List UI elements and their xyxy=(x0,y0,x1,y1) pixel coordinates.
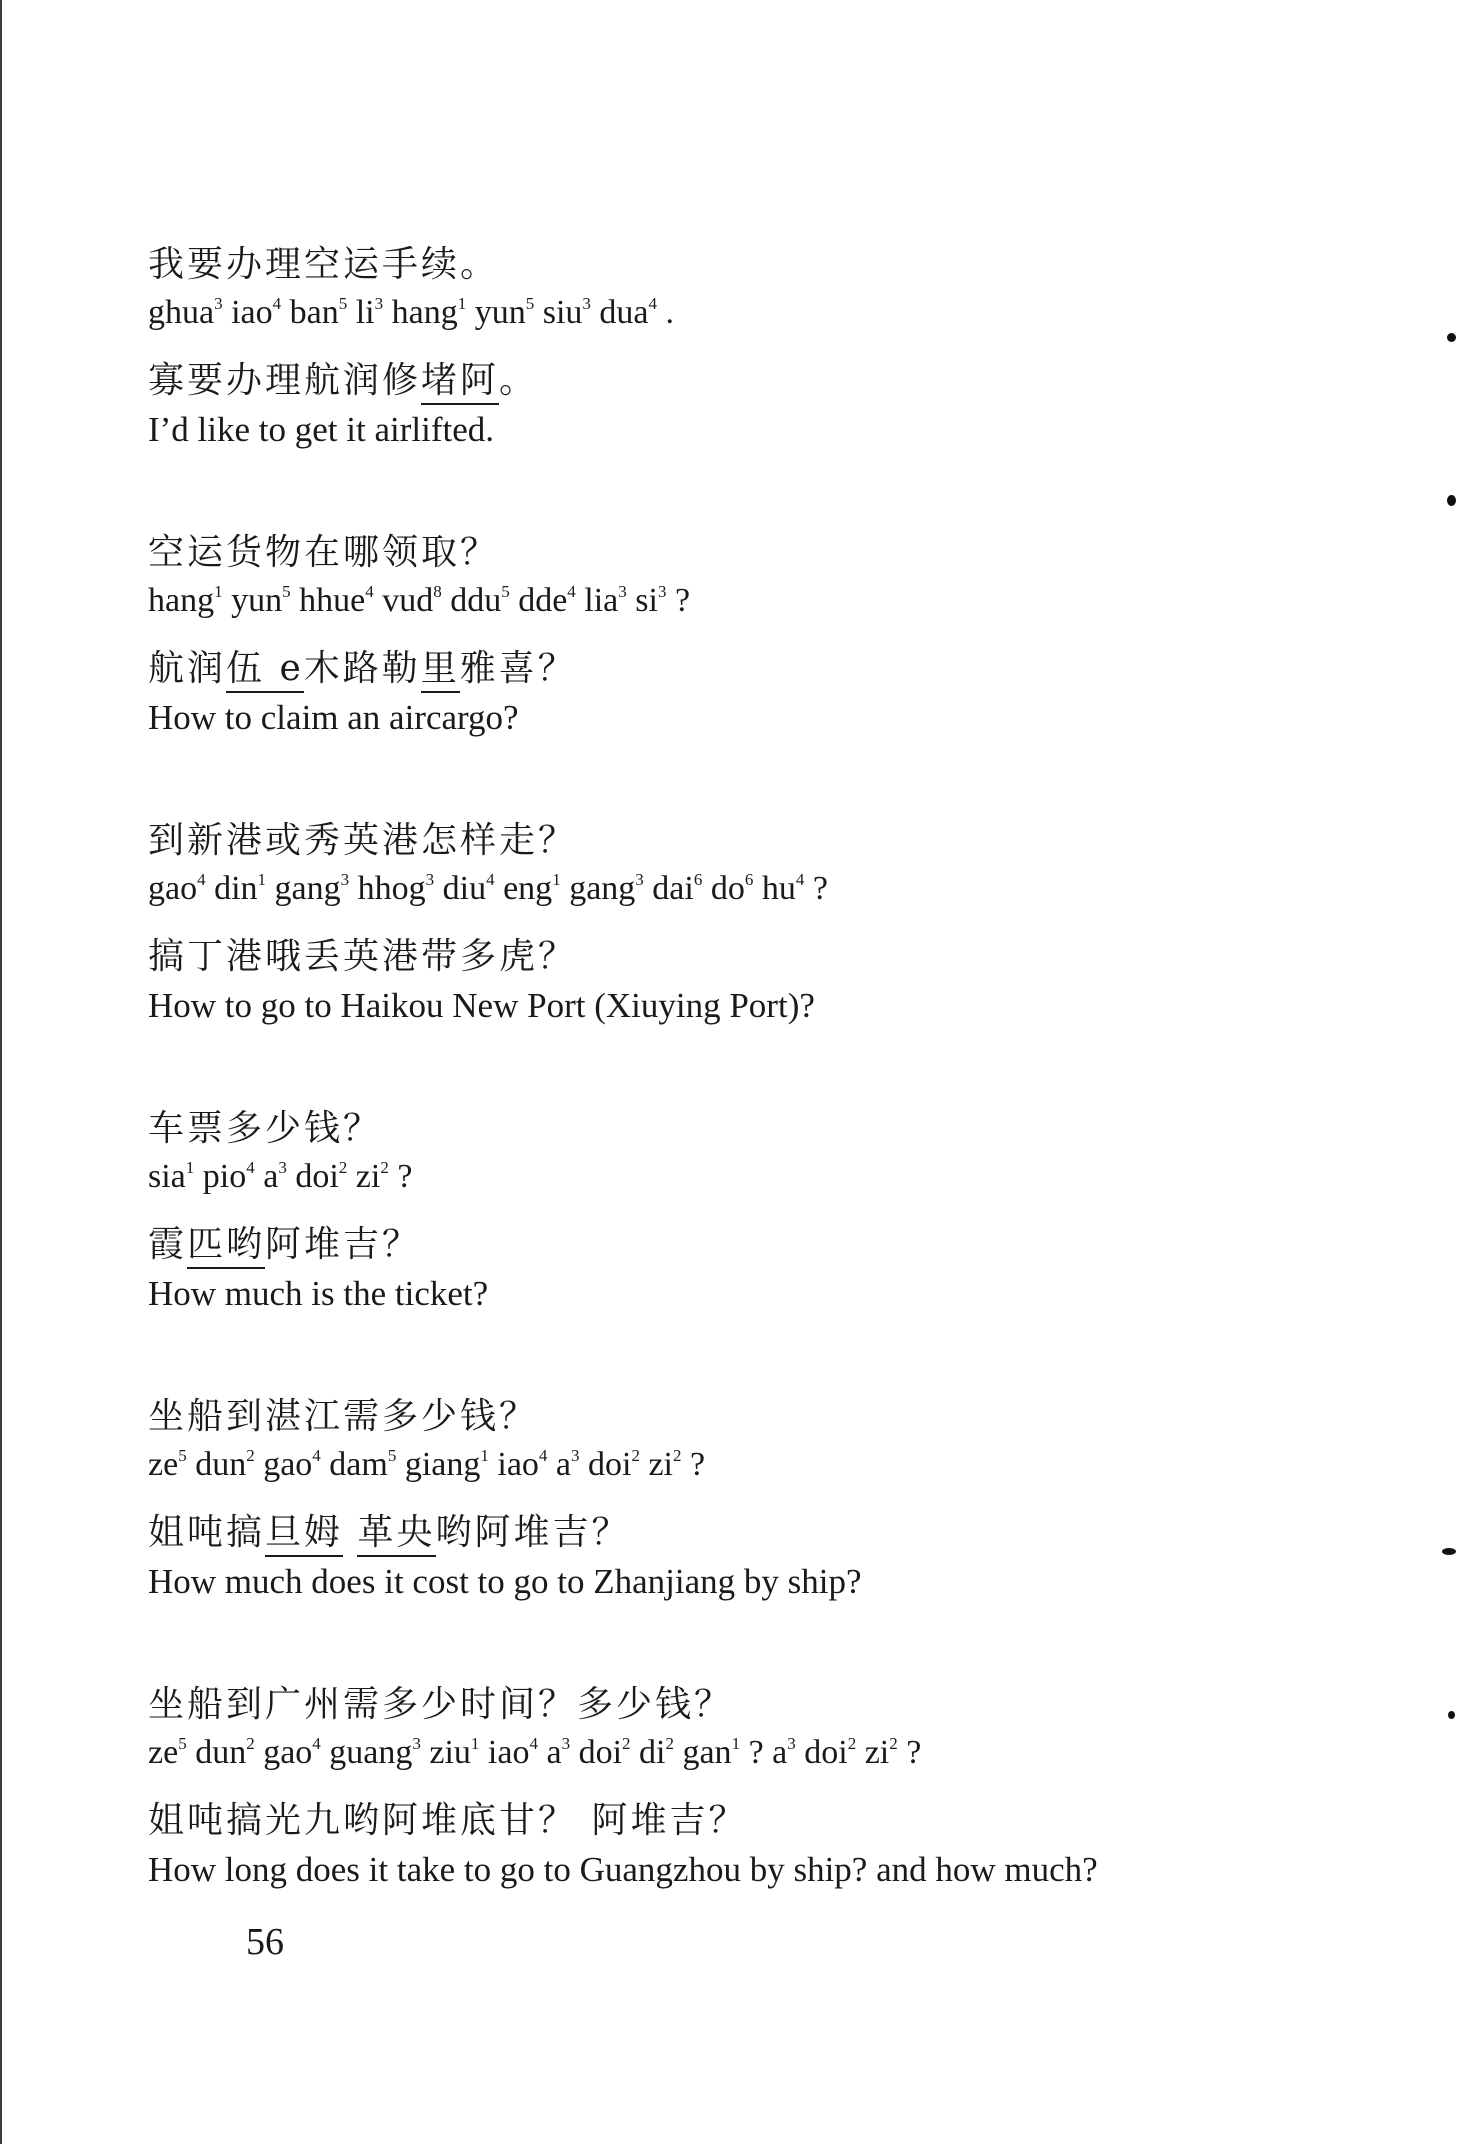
pinyin-syllable: $a^3$ xyxy=(546,1734,571,1771)
pinyin-syllable: ? xyxy=(748,1734,773,1771)
english-translation: How long does it take to go to Guangzhou by ship? and how much? xyxy=(148,1850,1098,1889)
tone-number: 3 xyxy=(582,294,591,313)
tone-number: 5 xyxy=(338,294,348,313)
tone-number: 2 xyxy=(665,1734,674,1753)
tone-number: 4 xyxy=(312,1446,321,1465)
tone-number: 4 xyxy=(486,870,495,889)
tone-number: 3 xyxy=(635,870,644,889)
pinyin-romanization xyxy=(148,870,828,908)
pinyin-syllable: iao$^4$ xyxy=(497,1446,548,1483)
english-translation: How much is the ticket? xyxy=(148,1274,489,1313)
tone-number: 2 xyxy=(622,1734,631,1753)
tone-number: 2 xyxy=(673,1446,682,1465)
pinyin-syllable: dai$^6$ xyxy=(652,870,703,907)
tone-number: 1 xyxy=(480,1446,489,1465)
english-translation: How much does it cost to go to Zhanjiang by ship? xyxy=(148,1562,862,1601)
scan-speck xyxy=(1447,333,1456,342)
pinyin-syllable: $li^3$ xyxy=(355,294,384,331)
pinyin-syllable: pio$^4$ xyxy=(202,1158,255,1195)
tone-number: 2 xyxy=(338,1158,348,1177)
tone-number: 1 xyxy=(457,294,467,313)
tone-number: 2 xyxy=(631,1446,640,1465)
hainanese-transliteration: 寡要办理航润修堵阿。 xyxy=(148,352,538,403)
tone-number: 5 xyxy=(178,1734,187,1753)
pinyin-syllable: $hu^4$ xyxy=(761,870,805,907)
scan-speck xyxy=(1447,495,1456,506)
tone-number: 4 xyxy=(246,1158,255,1177)
pinyin-syllable: doi$^2$ xyxy=(804,1734,857,1771)
hainanese-transliteration: 霞匹哟阿堆吉？ xyxy=(148,1216,421,1267)
underlined-syllable: 旦姆 xyxy=(265,1512,343,1557)
tone-number: 5 xyxy=(501,582,510,601)
pinyin-syllable: $zi^2$ xyxy=(355,1158,389,1195)
tone-number: 1 xyxy=(470,1734,480,1753)
tone-number: 3 xyxy=(214,294,223,313)
chinese-phrase: 到新港或秀英港怎样走？ xyxy=(148,820,578,861)
tone-number: 4 xyxy=(529,1734,538,1753)
tone-number: 4 xyxy=(538,1446,548,1465)
underlined-syllable: 里 xyxy=(421,648,460,693)
tone-number: 3 xyxy=(787,1734,796,1753)
pinyin-syllable: dde$^4$ xyxy=(518,582,576,619)
pinyin-syllable: sia$^1$ xyxy=(148,1158,195,1195)
tone-number: 4 xyxy=(648,294,658,313)
pinyin-syllable: yun$^5$ xyxy=(231,582,291,619)
tone-number: 3 xyxy=(561,1734,571,1753)
tone-number: 6 xyxy=(693,870,703,889)
hainanese-transliteration: 姐吨搞光九哟阿堆底甘？ 阿堆吉？ xyxy=(148,1800,748,1841)
page-number: 56 xyxy=(246,1921,284,1963)
english-translation: How to claim an aircargo? xyxy=(148,698,519,737)
tone-number: 2 xyxy=(246,1446,255,1465)
tone-number: 5 xyxy=(282,582,291,601)
underlined-syllable: 革央 xyxy=(357,1512,435,1557)
tone-number: 1 xyxy=(731,1734,741,1753)
tone-number: 3 xyxy=(374,294,384,313)
tone-number: 1 xyxy=(185,1158,195,1177)
pinyin-syllable: . xyxy=(665,294,675,331)
pinyin-syllable: doi$^2$ xyxy=(295,1158,348,1195)
chinese-phrase: 空运货物在哪领取？ xyxy=(148,532,500,573)
pinyin-syllable: yun$^5$ xyxy=(474,294,535,331)
tone-number: 1 xyxy=(214,582,223,601)
pinyin-syllable: ? xyxy=(397,1158,413,1195)
pinyin-syllable: dun$^2$ xyxy=(195,1446,255,1483)
chinese-phrase: 我要办理空运手续。 xyxy=(148,244,500,285)
scan-speck xyxy=(1448,1711,1455,1719)
pinyin-syllable: ? xyxy=(674,582,691,619)
chinese-phrase: 车票多少钱？ xyxy=(148,1108,383,1149)
pinyin-syllable: ziu$^1$ xyxy=(429,1734,480,1771)
tone-number: 3 xyxy=(412,1734,421,1753)
pinyin-syllable: gang$^3$ xyxy=(569,870,644,907)
tone-number: 3 xyxy=(657,582,667,601)
hainanese-transliteration: 航润伍 e木路勒里雅喜？ xyxy=(148,640,577,691)
tone-number: 8 xyxy=(433,582,442,601)
pinyin-syllable: gan$^1$ xyxy=(682,1734,741,1771)
pinyin-syllable: $si^3$ xyxy=(635,582,667,619)
tone-number: 3 xyxy=(618,582,627,601)
pinyin-syllable: $ze^5$ xyxy=(148,1446,187,1483)
chinese-phrase: 坐船到湛江需多少钱？ xyxy=(148,1396,539,1437)
pinyin-syllable: $di^2$ xyxy=(639,1734,674,1771)
pinyin-syllable: doi$^2$ xyxy=(588,1446,640,1483)
pinyin-syllable: doi$^2$ xyxy=(578,1734,631,1771)
tone-number: 4 xyxy=(795,870,805,889)
pinyin-romanization xyxy=(148,1734,921,1772)
tone-number: 6 xyxy=(744,870,754,889)
pinyin-syllable: dun$^2$ xyxy=(195,1734,255,1771)
pinyin-syllable: $a^3$ xyxy=(555,1446,580,1483)
tone-number: 4 xyxy=(365,582,374,601)
pinyin-syllable: giang$^1$ xyxy=(404,1446,489,1483)
pinyin-syllable: gao$^4$ xyxy=(263,1446,321,1483)
pinyin-syllable: $zi^2$ xyxy=(864,1734,898,1771)
pinyin-syllable: ban$^5$ xyxy=(289,294,348,331)
pinyin-syllable: dam$^5$ xyxy=(329,1446,397,1483)
tone-number: 4 xyxy=(197,870,206,889)
pinyin-romanization xyxy=(148,294,674,332)
pinyin-syllable: guang$^3$ xyxy=(329,1734,421,1771)
pinyin-syllable: siu$^3$ xyxy=(542,294,591,331)
pinyin-syllable: eng$^1$ xyxy=(503,870,561,907)
pinyin-syllable: ? xyxy=(690,1446,706,1483)
tone-number: 2 xyxy=(246,1734,255,1753)
tone-number: 2 xyxy=(380,1158,389,1177)
english-translation: I’d like to get it airlifted. xyxy=(148,410,495,449)
pinyin-syllable: gao$^4$ xyxy=(263,1734,321,1771)
underlined-syllable: 堵阿 xyxy=(421,360,499,405)
pinyin-syllable: $zi^2$ xyxy=(648,1446,682,1483)
pinyin-syllable: $ze^5$ xyxy=(148,1734,187,1771)
pinyin-syllable: ddu$^5$ xyxy=(450,582,510,619)
tone-number: 3 xyxy=(425,870,435,889)
tone-number: 2 xyxy=(889,1734,898,1753)
pinyin-syllable: gao$^4$ xyxy=(148,870,206,907)
pinyin-syllable: ? xyxy=(906,1734,922,1771)
pinyin-romanization xyxy=(148,582,690,620)
tone-number: 1 xyxy=(552,870,561,889)
chinese-phrase: 坐船到广州需多少时间？多少钱？ xyxy=(148,1684,734,1725)
pinyin-syllable: ? xyxy=(812,870,828,907)
tone-number: 2 xyxy=(847,1734,857,1753)
pinyin-syllable: hang$^1$ xyxy=(391,294,467,331)
pinyin-syllable: hhue$^4$ xyxy=(299,582,374,619)
tone-number: 4 xyxy=(312,1734,321,1753)
pinyin-syllable: $a^3$ xyxy=(772,1734,796,1771)
pinyin-syllable: vud$^8$ xyxy=(382,582,442,619)
pinyin-syllable: gang$^3$ xyxy=(274,870,350,907)
underlined-syllable: 伍 e xyxy=(226,648,304,693)
pinyin-syllable: $do^6$ xyxy=(710,870,754,907)
tone-number: 3 xyxy=(571,1446,580,1465)
tone-number: 4 xyxy=(272,294,282,313)
pinyin-romanization xyxy=(148,1158,412,1196)
pinyin-syllable: dua$^4$ xyxy=(599,294,658,331)
pinyin-syllable: din$^1$ xyxy=(214,870,267,907)
pinyin-syllable: hang$^1$ xyxy=(148,582,223,619)
tone-number: 3 xyxy=(278,1158,287,1177)
hainanese-transliteration: 姐吨搞旦姆 革央哟阿堆吉？ xyxy=(148,1504,631,1555)
pinyin-syllable: iao$^4$ xyxy=(231,294,282,331)
pinyin-syllable: ghua$^3$ xyxy=(148,294,223,331)
tone-number: 5 xyxy=(178,1446,187,1465)
tone-number: 3 xyxy=(340,870,350,889)
page-left-edge xyxy=(0,0,2,2144)
pinyin-syllable: iao$^4$ xyxy=(487,1734,538,1771)
pinyin-romanization xyxy=(148,1446,705,1484)
pinyin-syllable: $a^3$ xyxy=(263,1158,287,1195)
scan-speck xyxy=(1442,1548,1456,1555)
tone-number: 5 xyxy=(387,1446,397,1465)
tone-number: 5 xyxy=(525,294,535,313)
tone-number: 4 xyxy=(567,582,576,601)
hainanese-transliteration: 搞丁港哦丢英港带多虎？ xyxy=(148,936,578,977)
underlined-syllable: 匹哟 xyxy=(187,1224,265,1269)
tone-number: 1 xyxy=(257,870,267,889)
pinyin-syllable: diu$^4$ xyxy=(442,870,495,907)
pinyin-syllable: hhog$^3$ xyxy=(357,870,435,907)
pinyin-syllable: lia$^3$ xyxy=(584,582,627,619)
english-translation: How to go to Haikou New Port (Xiuying Port)? xyxy=(148,986,815,1025)
